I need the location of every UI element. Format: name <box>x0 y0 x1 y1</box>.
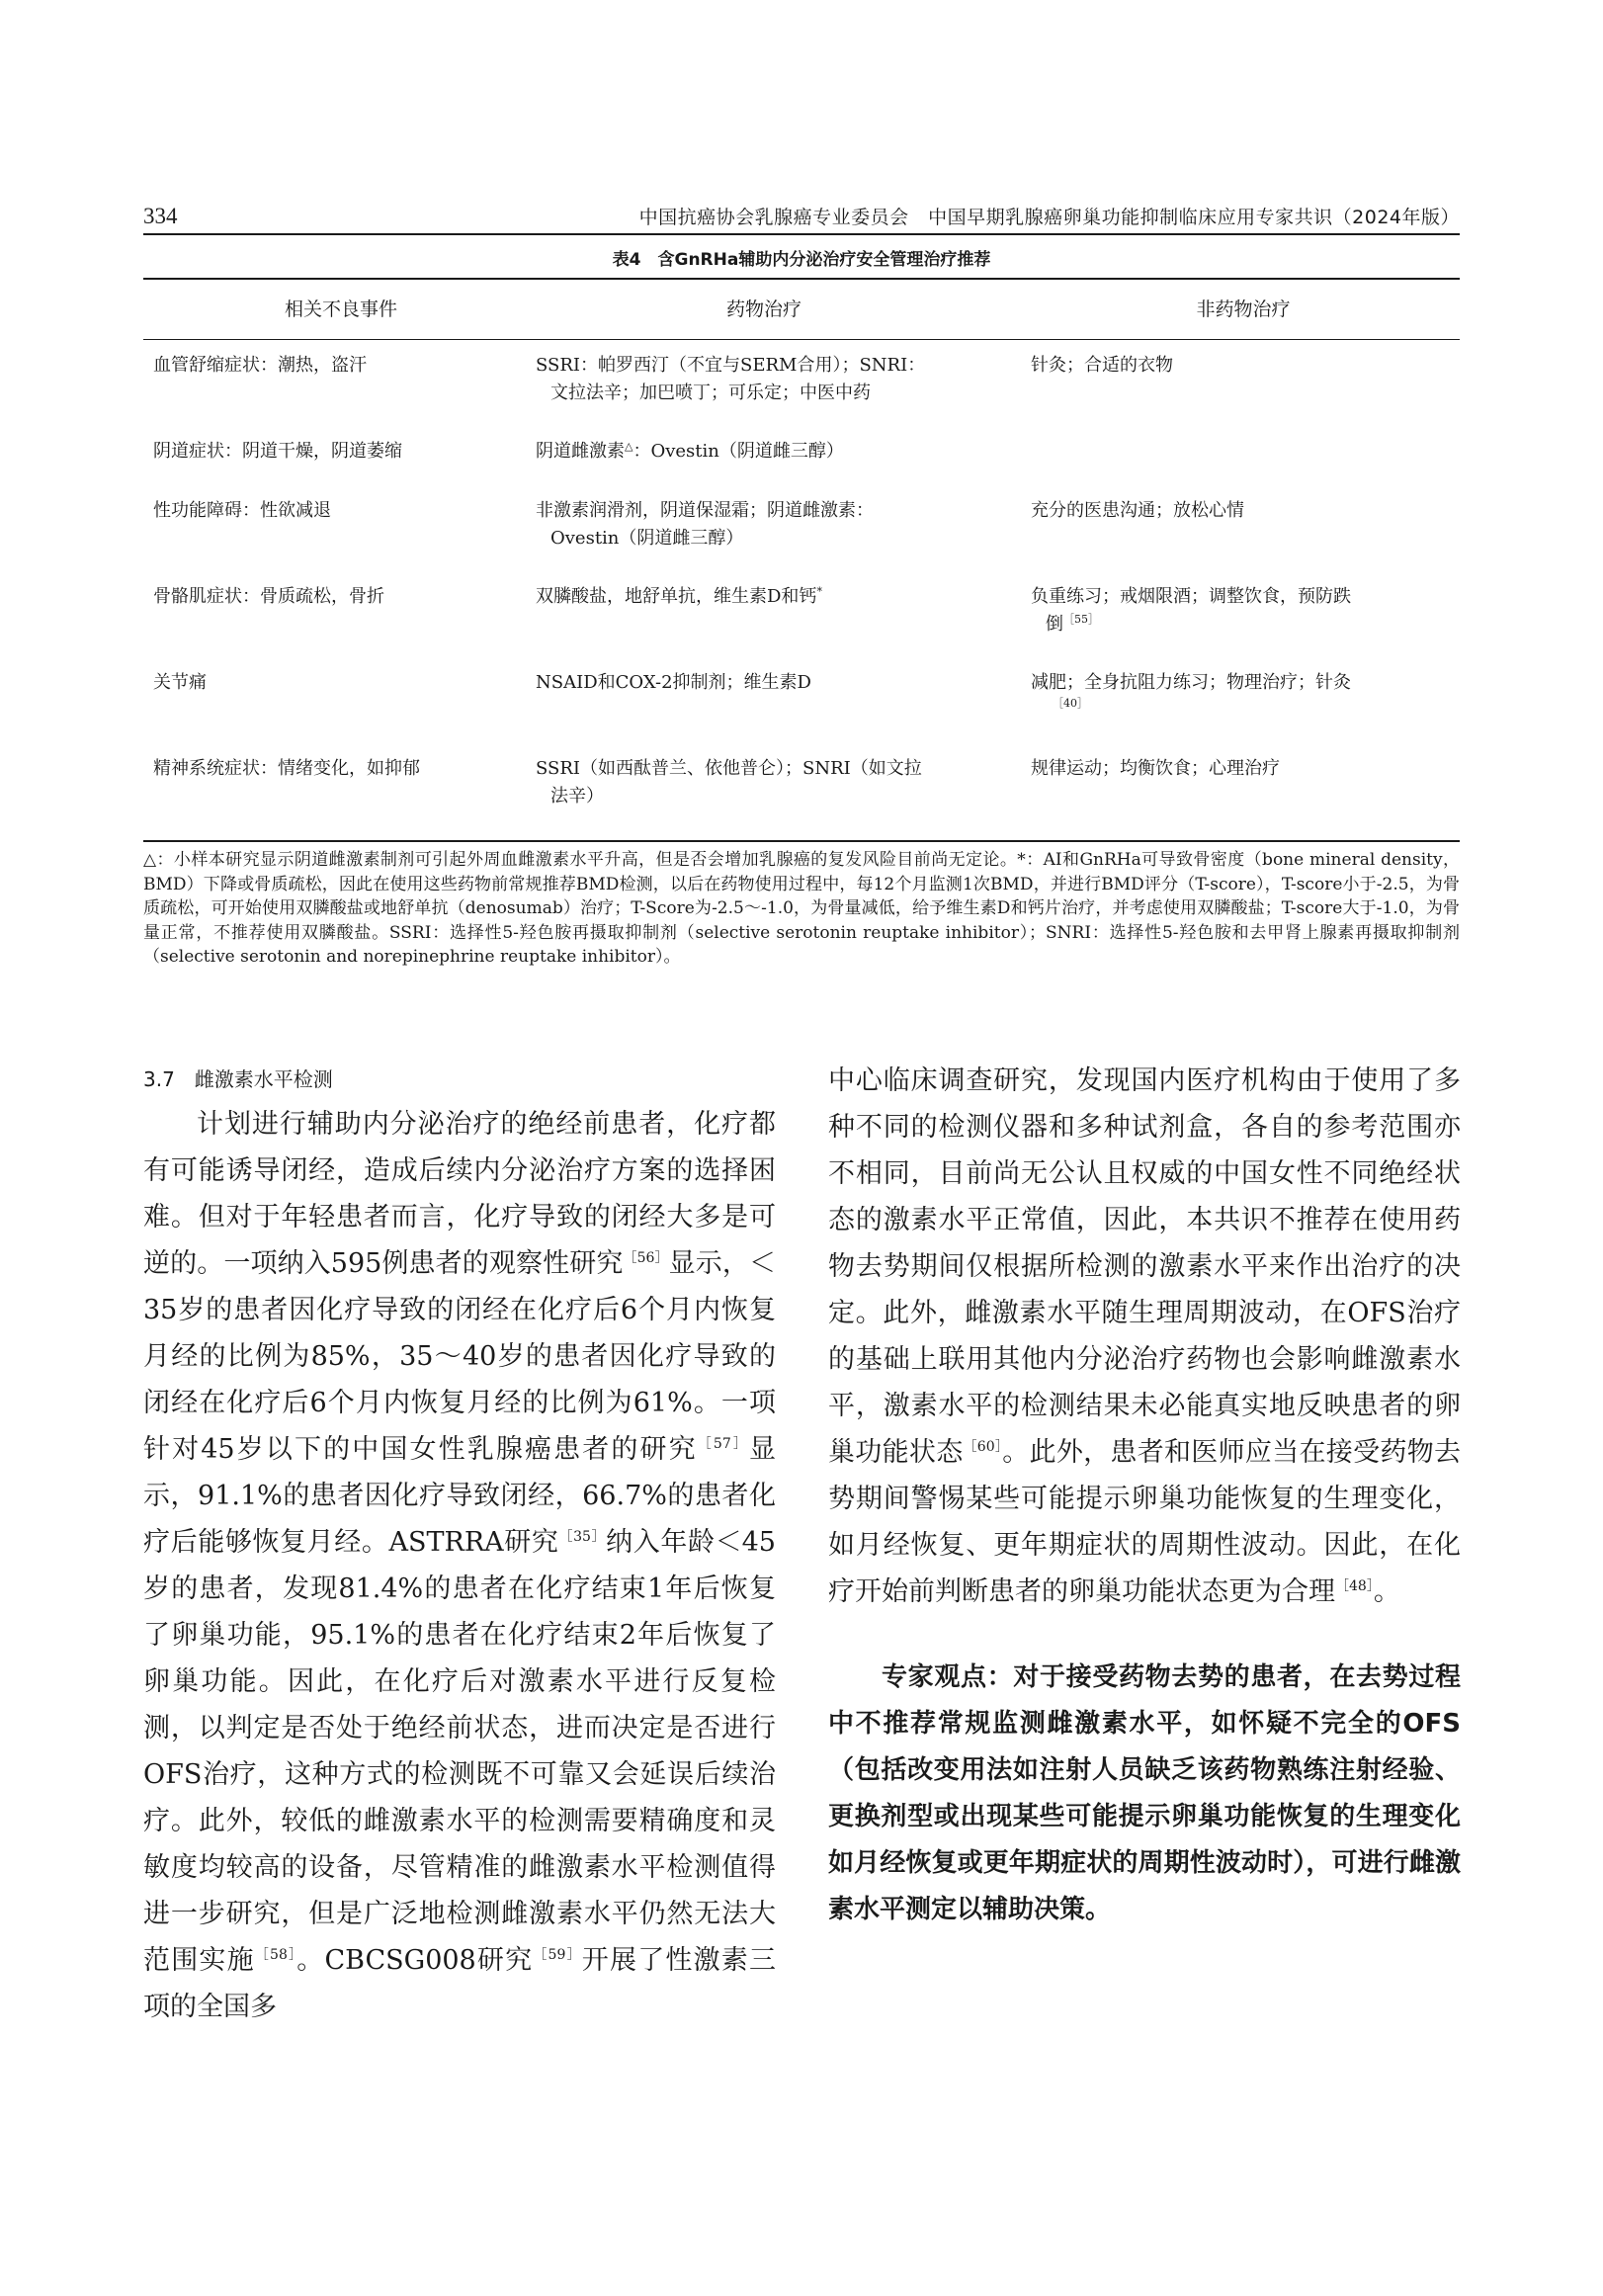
body-text: 显示，＜35岁的患者因化疗导致的闭经在化疗后6个月内恢复月经的比例为85%，35～40岁的患者因化疗导致的闭经在化疗后6个月内恢复月经的比例为61%。一项针对45岁以下的中国女性乳腺癌患者的研究 <box>143 1248 776 1465</box>
citation: ［40］ <box>1053 697 1088 710</box>
table-header-rule <box>143 339 1460 340</box>
table-cell-nondrug <box>1031 669 1456 711</box>
page-number: 334 <box>143 204 178 228</box>
journal-title: 中国抗癌协会乳腺癌专业委员会 中国早期乳腺癌卵巢功能抑制临床应用专家共识（2024年版） <box>638 207 1460 228</box>
table-header-event: 相关不良事件 <box>284 298 397 320</box>
table-bottom-rule <box>143 840 1460 842</box>
footnote-mark: △ <box>625 440 633 453</box>
cell-line: 文拉法辛；加巴喷丁；可乐定；中医中药 <box>550 383 871 403</box>
table-cell-drug <box>536 497 992 553</box>
citation: ［56］ <box>623 1250 669 1266</box>
table-cell-nondrug: 规律运动；均衡饮食；心理治疗 <box>1031 758 1280 779</box>
table-cell-event: 精神系统症状：情绪变化，如抑郁 <box>153 758 420 779</box>
cell-line: Ovestin（阴道雌三醇） <box>550 528 744 549</box>
cell-line: SSRI（如西酞普兰、依他普仑）；SNRI（如文拉 <box>536 758 922 779</box>
table-cell-drug <box>536 352 992 407</box>
left-column <box>143 1058 776 2030</box>
cell-text: 倒 <box>1046 614 1063 635</box>
cell-line: SSRI：帕罗西汀（不宜与SERM合用）；SNRI： <box>536 355 926 376</box>
table-cell-drug <box>536 438 992 466</box>
citation: ［48］ <box>1335 1578 1374 1594</box>
body-text: 纳入年龄＜45岁的患者，发现81.4%的患者在化疗结束1年后恢复了卵巢功能，95.1%的患者在化疗结束2年后恢复了卵巢功能。因此，在化疗后对激素水平进行反复检测，以判定是否处于绝经前状态，进而决定是否进行OFS治疗，这种方式的检测既不可靠又会延误后续治疗。此外，较低的雌激素水平的检测需要精确度和灵敏度均较高的设备，尽管精准的雌激素水平检测值得进一步研究，但是广泛地检测雌激素水平仍然无法大范围实施 <box>143 1527 776 1976</box>
table-cell-drug <box>536 755 992 810</box>
body-text: 。此外，患者和医师应当在接受药物去势期间警惕某些可能提示卵巢功能恢复的生理变化，如月经恢复、更年期症状的周期性波动。因此，在化疗开始前判断患者的卵巢功能状态更为合理 <box>828 1437 1461 1607</box>
body-text: 。 <box>1373 1576 1400 1607</box>
running-header <box>143 190 1460 229</box>
cell-text: 阴道雌激素 <box>536 441 625 462</box>
citation: ［35］ <box>558 1529 607 1545</box>
footnote-mark: * <box>816 585 822 598</box>
header-rule <box>143 233 1460 235</box>
cell-line: 法辛） <box>550 786 604 807</box>
table-top-rule <box>143 278 1460 280</box>
body-text: 中心临床调查研究，发现国内医疗机构由于使用了多种不同的检测仪器和多种试剂盒，各自的参考范围亦不相同，目前尚无公认且权威的中国女性不同绝经状态的激素水平正常值，因此，本共识不推荐在使用药物去势期间仅根据所检测的激素水平来作出治疗的决定。此外，雌激素水平随生理周期波动，在OFS治疗的基础上联用其他内分泌治疗药物也会影响雌激素水平，激素水平的检测结果未必能真实地反映患者的卵巢功能状态 <box>828 1065 1461 1468</box>
table-cell-event: 血管舒缩症状：潮热，盗汗 <box>153 355 367 376</box>
cell-text: ：Ovestin（阴道雌三醇） <box>633 441 844 462</box>
table-header-drug: 药物治疗 <box>725 298 802 320</box>
cell-line: 负重练习；戒烟限酒；调整饮食，预防跌 <box>1031 586 1351 607</box>
table-caption: 表4 含GnRHa辅助内分泌治疗安全管理治疗推荐 <box>612 250 991 270</box>
table-cell-event: 阴道症状：阴道干燥，阴道萎缩 <box>153 441 402 462</box>
cell-line <box>1031 611 1456 638</box>
table-cell-drug: NSAID和COX-2抑制剂；维生素D <box>536 672 811 693</box>
citation: ［57］ <box>697 1436 749 1452</box>
right-column <box>828 1058 1461 1933</box>
citation: ［60］ <box>963 1439 1003 1455</box>
table-header-nondrug: 非药物治疗 <box>1196 298 1291 320</box>
body-text: 开展了性激素三项的全国多 <box>143 1945 777 2022</box>
table-cell-nondrug: 针灸；合适的衣物 <box>1031 355 1173 376</box>
table-cell-drug <box>536 583 992 611</box>
table-cell-event: 关节痛 <box>153 672 207 693</box>
cell-text: 双膦酸盐，地舒单抗，维生素D和钙 <box>536 586 817 607</box>
citation: ［55］ <box>1063 613 1099 626</box>
cell-line: 非激素润滑剂，阴道保湿霜；阴道雌激素： <box>536 500 874 521</box>
body-text: 计划进行辅助内分泌治疗的绝经前患者，化疗都有可能诱导闭经，造成后续内分泌治疗方案的选择困难。但对于年轻患者而言，化疗导致的闭经大多是可逆的。一项纳入595例患者的观察性研究 <box>143 1109 776 1279</box>
table-cell-nondrug: 充分的医患沟通；放松心情 <box>1031 500 1244 521</box>
citation: ［59］ <box>533 1947 582 1963</box>
body-text: 。CBCSG008研究 <box>296 1945 534 1976</box>
citation: ［58］ <box>254 1947 297 1963</box>
expert-opinion: 专家观点：对于接受药物去势的患者，在去势过程中不推荐常规监测雌激素水平，如怀疑不完全的OFS（包括改变用法如注射人员缺乏该药物熟练注射经验、更换剂型或出现某些可能提示卵巢功能恢复的生理变化如月经恢复或更年期症状的周期性波动时），可进行雌激素水平测定以辅助决策。 <box>828 1662 1461 1924</box>
table-footnote: △：小样本研究显示阴道雌激素制剂可引起外周血雌激素水平升高，但是否会增加乳腺癌的复发风险目前尚无定论。*：AI和GnRHa可导致骨密度（bone mineral density，BMD）下降或骨质疏松，因此在使用这些药物前常规推荐BMD检测，以后在药物使用过程中，每12个月监测1次BMD，并进行BMD评分（T-score），T-score小于-2.5，为骨质疏松，可开始使用双膦酸盐或地舒单抗（denosumab）治疗；T-Score为-2.5～-1.0，为骨量减低，给予维生素D和钙片治疗，并考虑使用双膦酸盐；T-score大于-1.0，为骨量正常，不推荐使用双膦酸盐。SSRI：选择性5-羟色胺再摄取抑制剂（selective serotonin reuptake inhibitor）；SNRI：选择性5-羟色胺和去甲肾上腺素再摄取抑制剂（selective serotonin and norepinephrine reuptake inhibitor）。 <box>143 850 1460 967</box>
table-cell-event: 性功能障碍：性欲减退 <box>153 500 331 521</box>
table-cell-event: 骨骼肌症状：骨质疏松，骨折 <box>153 586 384 607</box>
body-paragraph <box>143 1101 776 2030</box>
section-heading: 3.7 雌激素水平检测 <box>143 1067 333 1091</box>
body-text: 显示，91.1%的患者因化疗导致闭经，66.7%的患者化疗后能够恢复月经。ASTRRA研究 <box>143 1434 776 1558</box>
cell-line: 减肥；全身抗阻力练习；物理治疗；针灸 <box>1031 672 1351 693</box>
body-paragraph <box>828 1058 1461 1615</box>
table-cell-nondrug <box>1031 583 1456 638</box>
